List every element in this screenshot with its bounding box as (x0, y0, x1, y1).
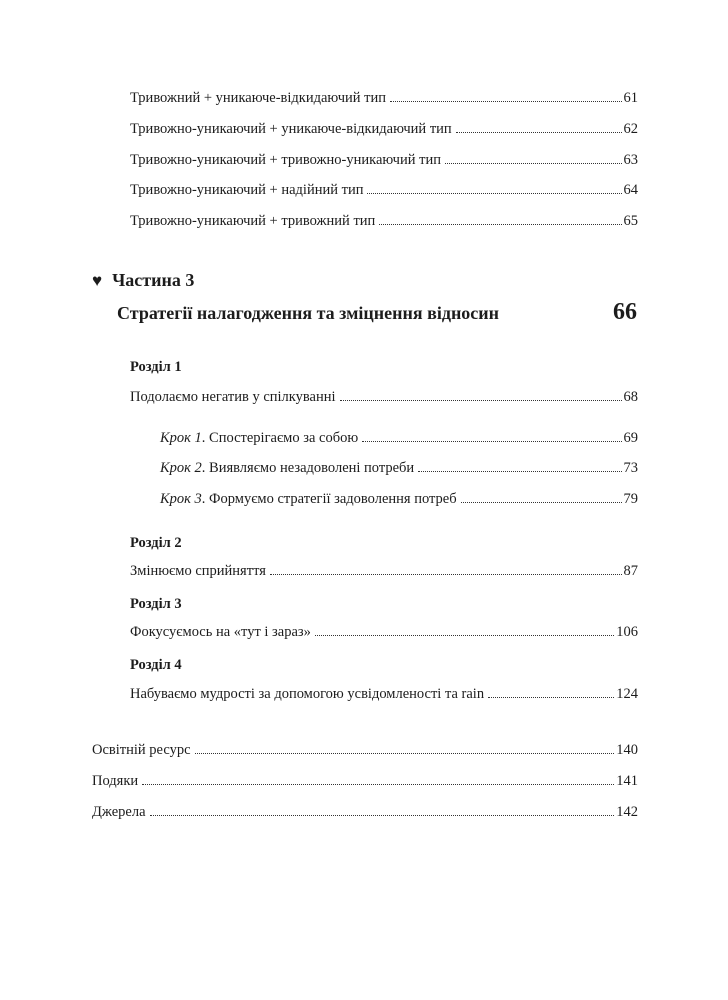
dot-leader (362, 441, 621, 442)
part-title[interactable] (117, 298, 637, 327)
dot-leader (488, 697, 614, 698)
dot-leader (367, 193, 621, 194)
toc-entry-page: 69 (623, 430, 638, 446)
toc-entry-page: 64 (623, 182, 638, 198)
part-page: 66 (613, 299, 637, 325)
section-heading: Розділ 4 (130, 657, 182, 673)
heart-icon: ♥ (92, 271, 103, 290)
toc-entry[interactable] (130, 211, 638, 231)
toc-entry[interactable] (92, 771, 638, 791)
dot-leader (315, 635, 614, 636)
toc-entry-page: 61 (623, 90, 638, 106)
toc-entry-title: Тривожний + уникаюче-відкидаючий тип (130, 90, 386, 106)
toc-entry-title: Змінюємо сприйняття (130, 563, 266, 579)
toc-entry-title: Фокусуємось на «тут і зараз» (130, 624, 311, 640)
dot-leader (390, 101, 622, 102)
toc-step-entry[interactable] (160, 428, 638, 448)
dot-leader (461, 502, 622, 503)
toc-step-entry[interactable] (160, 489, 638, 509)
toc-entry[interactable] (130, 180, 638, 200)
step-title: . Спостерігаємо за собою (201, 430, 359, 446)
step-label: Крок 1 (160, 430, 202, 446)
toc-entry-title: Подолаємо негатив у спілкуванні (130, 389, 336, 405)
toc-entry-title: Подяки (92, 773, 139, 789)
step-label: Крок 2 (160, 460, 202, 476)
toc-entry-title: Тривожно-уникаючий + тривожно-уникаючий тип (130, 152, 441, 168)
toc-entry-page: 140 (616, 742, 638, 758)
toc-entry-page: 87 (623, 563, 638, 579)
toc-entry-title: Набуваємо мудрості за допомогою усвідомленості та rain (130, 686, 485, 702)
part-label-text: Частина 3 (112, 270, 195, 290)
dot-leader (379, 224, 621, 225)
dot-leader (418, 471, 621, 472)
dot-leader (142, 784, 614, 785)
toc-entry[interactable] (130, 88, 638, 108)
toc-entry-title: Тривожно-уникаючий + надійний тип (130, 182, 364, 198)
part-title-text: Стратегії налагодження та зміцнення відносин (117, 303, 500, 323)
dot-leader (270, 574, 622, 575)
toc-entry-page: 73 (623, 460, 638, 476)
toc-entry[interactable] (130, 119, 638, 139)
dot-leader (195, 753, 615, 754)
toc-entry[interactable] (130, 387, 638, 407)
toc-entry-page: 142 (616, 804, 638, 820)
toc-entry-title: Джерела (92, 804, 146, 820)
toc-entry[interactable] (92, 802, 638, 822)
section-heading: Розділ 2 (130, 535, 182, 551)
section-heading: Розділ 3 (130, 596, 182, 612)
toc-entry-title: Тривожно-уникаючий + тривожний тип (130, 213, 376, 229)
toc-entry[interactable] (130, 150, 638, 170)
dot-leader (445, 163, 622, 164)
step-title: . Виявляємо незадоволені потреби (201, 460, 415, 476)
toc-entry-page: 79 (623, 491, 638, 507)
toc-entry-page: 124 (616, 686, 638, 702)
toc-entry-page: 65 (623, 213, 638, 229)
toc-entry-page: 106 (616, 624, 638, 640)
dot-leader (150, 815, 615, 816)
toc-entry-title: Освітній ресурс (92, 742, 191, 758)
part-label (92, 268, 194, 293)
toc-entry[interactable] (130, 684, 638, 704)
toc-entry-page: 62 (623, 121, 638, 137)
toc-entry-page: 68 (623, 389, 638, 405)
dot-leader (456, 132, 622, 133)
toc-entry[interactable] (130, 561, 638, 581)
section-heading: Розділ 1 (130, 359, 182, 375)
step-label: Крок 3 (160, 491, 202, 507)
toc-entry-page: 63 (623, 152, 638, 168)
toc-entry[interactable] (130, 622, 638, 642)
toc-entry-title: Тривожно-уникаючий + уникаюче-відкидаючий тип (130, 121, 452, 137)
toc-entry[interactable] (92, 740, 638, 760)
toc-step-entry[interactable] (160, 458, 638, 478)
step-title: . Формуємо стратегії задоволення потреб (201, 491, 457, 507)
dot-leader (340, 400, 622, 401)
toc-entry-page: 141 (616, 773, 638, 789)
